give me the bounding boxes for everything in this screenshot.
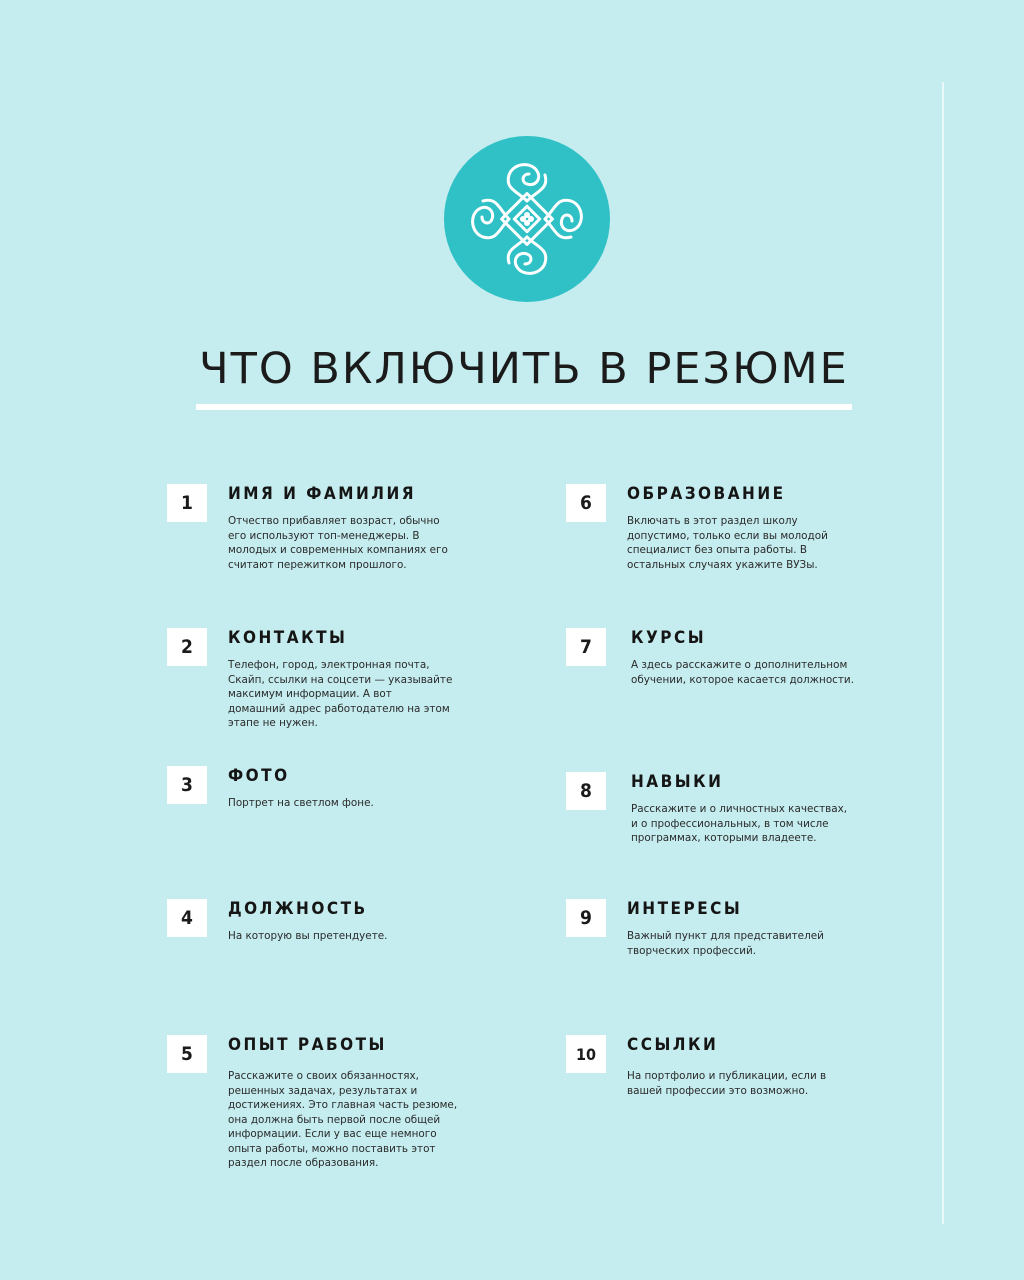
section-description: Важный пункт для представителей творческих профессий. (627, 930, 824, 957)
section-description: Расскажите и о личностных качествах, и о профессиональных, в том числе программах, которыми владеете. (631, 803, 848, 844)
section-description: На портфолио и публикации, если в вашей профессии это возможно. (627, 1070, 827, 1097)
section-title: ОПЫТ РАБОТЫ (228, 1035, 387, 1055)
section-number: 10 (566, 1035, 606, 1073)
section-description: Включать в этот раздел школу допустимо, только если вы молодой специалист без опыта работы. В остальных случаях укажите ВУЗы. (627, 515, 828, 571)
section-title: ИНТЕРЕСЫ (627, 899, 743, 919)
section-number: 1 (167, 484, 207, 522)
section-number: 5 (167, 1035, 207, 1073)
section-description: Отчество прибавляет возраст, обычно его используют топ-менеджеры. В молодых и современных компаниях его считают пережитком прошлого. (228, 515, 448, 571)
section-title: ИМЯ И ФАМИЛИЯ (228, 484, 417, 504)
page-title: ЧТО ВКЛЮЧИТЬ В РЕЗЮМЕ (199, 344, 849, 394)
section-title: НАВЫКИ (631, 772, 724, 792)
section-title: КОНТАКТЫ (228, 628, 348, 648)
section-number: 4 (167, 899, 207, 937)
title-underline (196, 404, 852, 410)
section-number: 3 (167, 766, 207, 804)
section-title: ФОТО (228, 766, 290, 786)
section-description: Телефон, город, электронная почта, Скайп, ссылки на соцсети — указывайте максимум информации. А вот домашний адрес работодателю на этом этапе не нужен. (228, 659, 453, 729)
section-title: КУРСЫ (631, 628, 707, 648)
section-description: А здесь расскажите о дополнительном обучении, которое касается должности. (631, 659, 854, 686)
section-title: ОБРАЗОВАНИЕ (627, 484, 786, 504)
section-number: 8 (566, 772, 606, 810)
section-number: 7 (566, 628, 606, 666)
section-title: ДОЛЖНОСТЬ (228, 899, 368, 919)
edge-line (942, 82, 944, 1224)
ornament-knot-icon (444, 136, 610, 302)
section-number: 6 (566, 484, 606, 522)
section-title: ССЫЛКИ (627, 1035, 719, 1055)
section-number: 2 (167, 628, 207, 666)
logo (444, 136, 610, 302)
section-number: 9 (566, 899, 606, 937)
section-description: Портрет на светлом фоне. (228, 797, 374, 809)
section-description: Расскажите о своих обязанностях, решенных задачах, результатах и достижениях. Это главная часть резюме, она должна быть первой после общей информации. Если у вас еще немного опыта работы, можно поставить этот раздел после образования. (228, 1070, 458, 1169)
section-description: На которую вы претендуете. (228, 930, 388, 942)
